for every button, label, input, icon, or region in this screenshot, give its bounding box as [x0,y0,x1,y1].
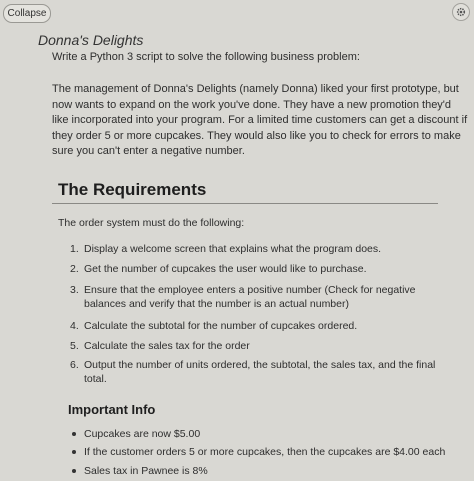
page-title: Donna's Delights [38,32,144,48]
heading-divider [52,203,438,204]
intro-text: Write a Python 3 script to solve the following business problem: [52,51,360,63]
paragraph-line: The management of Donna's Delights (namely Donna) liked your first prototype, but [52,83,459,95]
bullet-text: Sales tax in Pawnee is 8% [84,465,208,477]
bullet-text: Cupcakes are now $5.00 [84,428,201,440]
gear-icon [456,7,466,17]
settings-button[interactable] [452,3,470,21]
paragraph-line: now wants to expand on the work you've done. They have a new promotion they'd [52,98,452,111]
item-number: 6. [70,359,79,371]
paragraph-line: they order 5 or more cupcakes. They would also like you to check for errors to make [52,129,461,142]
important-info-heading: Important Info [68,402,156,417]
item-text: Calculate the subtotal for the number of cupcakes ordered. [84,320,358,332]
bullet-icon [72,469,76,473]
item-text: Output the number of units ordered, the subtotal, the sales tax, and the final [84,359,436,371]
requirements-intro: The order system must do the following: [58,217,245,229]
item-text: Calculate the sales tax for the order [84,340,250,352]
requirements-heading: The Requirements [58,180,207,199]
bullet-text: If the customer orders 5 or more cupcakes, then the cupcakes are $4.00 each [84,446,446,458]
item-number: 4. [70,320,79,332]
item-text: Get the number of cupcakes the user would like to purchase. [84,263,367,275]
item-text-continued: total. [84,373,107,385]
item-number: 3. [70,284,79,296]
paragraph-line: sure you can't enter a negative number. [52,145,245,157]
collapse-button[interactable]: Collapse [3,4,51,23]
item-number: 2. [70,263,79,275]
paragraph-line: like incorporated into your program. For a limited time customers can get a discount if [52,114,468,126]
item-text-continued: balances and verify that the number is an actual number) [84,298,349,310]
item-number: 1. [70,243,79,255]
bullet-icon [72,432,76,436]
item-text: Display a welcome screen that explains what the program does. [84,243,382,255]
problem-paragraph [52,82,467,160]
item-text: Ensure that the employee enters a positive number (Check for negative [84,284,416,296]
bullet-icon [72,450,76,454]
item-number: 5. [70,340,79,352]
